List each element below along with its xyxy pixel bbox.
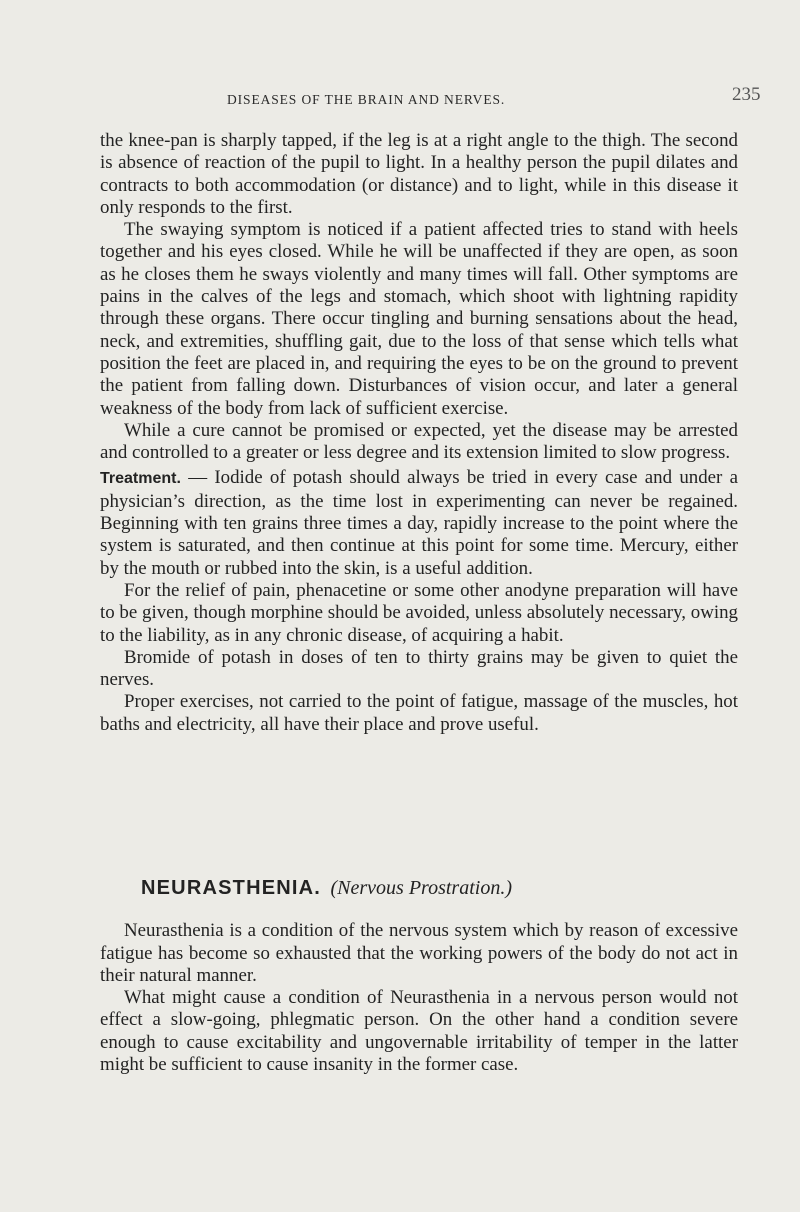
section-heading <box>141 877 738 900</box>
section-subtitle: (Nervous Prostration.) <box>330 877 512 899</box>
paragraph-neurasthenia-cause: What might cause a condition of Neurasthenia in a nervous person would not effect a slow-going, phlegmatic person. On the other hand a condition severe enough to cause excitability and ungovernable irritability of temper in the latter might be sufficient to cause insanity in the former case. <box>100 987 738 1076</box>
paragraph-exercises: Proper exercises, not carried to the point of fatigue, massage of the muscles, hot baths and electricity, all have their place and prove useful. <box>100 691 738 735</box>
paragraph-bromide: Bromide of potash in doses of ten to thirty grains may be given to quiet the nerves. <box>100 646 738 691</box>
treatment-label: Treatment. <box>100 470 181 488</box>
neurasthenia-section <box>100 877 738 1076</box>
paragraph-swaying-symptom: The swaying symptom is noticed if a patient affected tries to stand with heels together and his eyes closed. While he will be unaffected if they are open, as soon as he closes them he sways violently and many times will fall. Other symptoms are pains in the calves of the legs and stomach, which shoot with lightning rapidity through these organs. There occur tingling and burning sensations about the head, neck, and extremities, shuffling gait, due to the loss of that sense which tells what position the feet are placed in, and requiring the eyes to be on the ground to prevent the patient from falling down. Disturbances of vision occur, and later a general weakness of the body from lack of sufficient exercise. <box>100 219 738 419</box>
paragraph-neurasthenia-definition: Neurasthenia is a condition of the nervous system which by reason of excessive fatigue has become so exhausted that the working powers of the body do not act in their natural manner. <box>100 920 738 986</box>
body-text <box>100 130 738 736</box>
treatment-text: — Iodide of potash should always be tried in every case and under a physician’s direction, as the time lost in experimenting can never be regained. Beginning with ten grains three times a day, rapidly increase to the point where the system is saturated, and then continue at this point for some time. Mercury, either by the mouth or rubbed into the skin, is a useful addition. <box>100 467 738 579</box>
paragraph-cure: While a cure cannot be promised or expected, yet the disease may be arrested and controlled to a greater or less degree and its extension limited to slow progress. <box>100 419 738 464</box>
section-title: NEURASTHENIA. <box>141 877 322 899</box>
running-head: DISEASES OF THE BRAIN AND NERVES. <box>227 92 506 107</box>
paragraph-pain-relief: For the relief of pain, phenacetine or some other anodyne preparation will have to be given, though morphine should be avoided, unless absolutely necessary, owing to the liability, as in any chronic disease, of acquiring a habit. <box>100 579 738 646</box>
paragraph-knee-pan: the knee-pan is sharply tapped, if the leg is at a right angle to the thigh. The second is absence of reaction of the pupil to light. In a healthy person the pupil dilates and contracts to both accommodation (or distance) and to light, while in this disease it only responds to the first. <box>100 130 738 218</box>
page-number: 235 <box>732 84 761 105</box>
paragraph-treatment <box>100 467 738 579</box>
